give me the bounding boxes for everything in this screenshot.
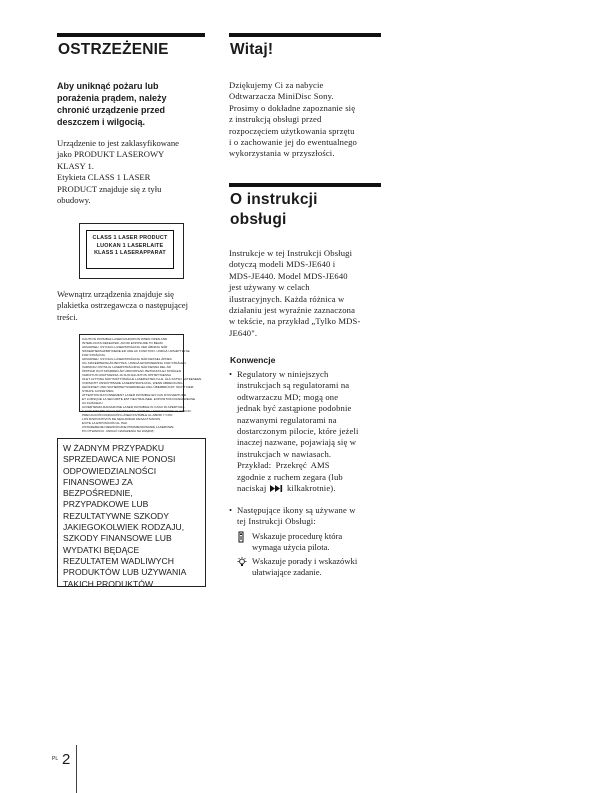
warning-heading: OSTRZEŻENIE: [58, 41, 169, 58]
warning-line: deszczem i wilgocią.: [57, 117, 146, 127]
text-line: Wewnątrz urządzenia znajduje się: [57, 289, 174, 299]
caution-line: VARNING! OSYNLIG LASERSTRÅLNING NÄR DENNA DEL ÄR: [82, 365, 171, 369]
text-line: ilustracyjnych. Każda różnica w: [229, 293, 345, 304]
text-line: dostarczonym pilocie, które jeżeli: [237, 426, 359, 437]
caution-line: INTERLOCKS DEFEATED. AVOID EXPOSURE TO BEAM.: [82, 341, 164, 345]
caution-line: ET LORSQUE LA SECURITE EST NEUTRALISEE. EXPOSITION DANGEREUSE: [82, 397, 196, 401]
disclaimer-line: W ŻADNYM PRZYPADKU: [63, 443, 165, 453]
label-text: KLASS 1 LASERAPPARAT: [94, 250, 166, 257]
disclaimer-line: BEZPOŚREDNIE,: [63, 488, 133, 499]
intro-paragraph: [229, 248, 381, 339]
text-line: nazwanymi regulatorami na: [237, 414, 337, 425]
text-line: inaczej nazwane, pojawiają się w: [237, 437, 357, 448]
caution-line: GEÖFFNET UND SICHERHEITSVERRIEGELUNG ÜBERBRÜCKT. NICHT DEM: [82, 385, 194, 389]
text-line: instrukcjach w nawiasach.: [237, 448, 332, 459]
caution-line: AU FAISCEAU.: [82, 401, 104, 405]
bullet-marker: •: [229, 369, 233, 379]
text-fragment: kilkakrotnie).: [286, 483, 336, 494]
instructions-heading: [230, 190, 318, 230]
disclaimer-line: FINANSOWEJ ZA: [63, 476, 133, 487]
page-number-value: 2: [62, 751, 71, 768]
text-line: Odtwarzacza MiniDisc Sony.: [229, 91, 334, 102]
text-line: odtwarzaczu MD; mogą one: [237, 391, 339, 402]
text-line: PRODUCT znajduje się z tyłu: [57, 183, 162, 194]
text-fragment: naciskaj: [237, 483, 267, 494]
caution-line: ATTENTION RAYONNEMENT LASER INVISIBLE EN CAS D'OUVERTURE: [82, 393, 187, 397]
language-code: PL: [52, 756, 59, 762]
welcome-paragraph: [229, 80, 381, 160]
text-line: działaniu jest wyraźnie zaznaczona: [229, 305, 356, 316]
caution-line: VORSICHT UNSICHTBARE LASERSTRAHLUNG, WENN ABDECKUNG: [82, 381, 183, 385]
caution-line: ÖPPNAD OCH SPÄRREN ÄR URKOPPLAD. BETRAKTA EJ STRÅLEN.: [82, 369, 182, 373]
warning-bold-block: [57, 80, 205, 128]
disclaimer-box: [57, 438, 206, 587]
disclaimer-line: SZKODY FINANSOWE LUB: [63, 533, 172, 544]
text-line: jest używany w celach: [229, 282, 310, 293]
text-line: dotyczą modeli MDS-JE640 i: [229, 259, 336, 270]
laser-label: [79, 223, 184, 279]
label-text: CLASS 1 LASER PRODUCT: [92, 235, 168, 241]
disclaimer-line: WYDATKI BĘDĄCE: [63, 544, 140, 555]
caution-plate: [79, 334, 203, 433]
text-line: Prosimy o dokładne zapoznanie się: [229, 102, 356, 113]
bullet-marker: •: [229, 505, 233, 515]
disclaimer-line: SPRZEDAWCA NIE PONOSI: [63, 454, 176, 465]
text-line: Instrukcje w tej Instrukcji Obsługi: [229, 248, 353, 258]
left-heading-rule: [57, 33, 205, 37]
caution-line: VAROITUS! AVATTAESSA JA SUOJALUKITUS OHITETTAESSA: [82, 373, 172, 377]
lightbulb-icon: [237, 557, 247, 567]
heading-line: obsługi: [230, 211, 287, 228]
disclaimer-line: PRODUKTÓW LUB UŻYWANIA: [63, 567, 187, 578]
caution-line: OLET ALTTIINA NÄKYMÄTTÖMÄLLE LASERSÄTEILYLLE. ÄLÄ KATSO SÄTEESEEN.: [82, 377, 203, 381]
text-line: tej Instrukcji Obsługi:: [237, 516, 316, 527]
label-text: LUOKAN 1 LASERLAITE: [96, 242, 164, 249]
text-line: Etykieta CLASS 1 LASER: [57, 172, 151, 183]
caution-line: AVVERTENZA RADIAZIONE LASER INVISIBILE IN CASO DI APERTURA: [82, 405, 185, 409]
caution-line: PRECAUCIÓN RADIACIÓN LÁSER INVISIBLE AL ABRIR Y CON: [82, 413, 173, 417]
conventions-heading: Konwencje: [230, 355, 276, 365]
disclaimer-line: JAKIEGOKOLWIEK RODZAJU,: [63, 522, 185, 533]
text-line: Wskazuje procedurę która: [252, 531, 343, 541]
text-line: obudowy.: [57, 195, 91, 206]
text-line: zgodnie z ruchem zegara (lub: [237, 471, 343, 482]
caution-line: EVITE LA EXPOSICIÓN AL HAZ.: [82, 421, 128, 425]
text-line: ułatwiające zadanie.: [252, 567, 322, 578]
caution-line: STRAHL AUSSETZEN.: [82, 389, 115, 393]
caution-line: CAUTION INVISIBLE LASER RADIATION WHEN OPEN AND: [82, 337, 168, 341]
warning-line: chronić urządzenie przed: [57, 105, 166, 115]
caution-text: [82, 337, 203, 433]
conventions-bullet-1: [237, 369, 383, 494]
caution-intro-paragraph: [57, 289, 205, 323]
text-line: Regulatory w niniejszych: [237, 369, 329, 379]
conventions-bullet-2: [237, 505, 383, 528]
text-line: jako PRODUKT LASEROWY: [57, 149, 165, 160]
laser-class-paragraph: [57, 138, 205, 206]
warning-line: Aby uniknąć pożaru lub: [57, 81, 159, 91]
text-line: rozpoczęciem użytkowania sprzętu: [229, 125, 355, 136]
caution-line: SIKKERHEDSAFBRYDERE ER UDE AF FUNKTION. UNDGÅ UDSÆTTELSE: [82, 349, 190, 353]
welcome-heading-rule: [229, 33, 381, 37]
text-line: Następujące ikony są używane w: [237, 505, 356, 515]
warning-line: porażenia prądem, należy: [57, 93, 167, 103]
text-line: w tekście, na przykład „Tylko MDS-: [229, 316, 361, 327]
disclaimer-line: TAKICH PRODUKTÓW.: [63, 578, 155, 589]
text-line: i o zachowanie jej do ewentualnego: [229, 137, 357, 148]
instructions-heading-rule: [229, 183, 381, 187]
disclaimer-line: ODPOWIEDZIALNOŚCI: [63, 465, 157, 476]
text-line: Urządzenie to jest zaklasyfikowane: [57, 138, 179, 148]
caution-line: OSTRZEŻENIE NIEWIDOCZNE PROMIENIOWANIE LASEROWE: [82, 425, 174, 429]
caution-line: LOS DISPOSITIVOS DE SEGURIDAD DESACTIVADOS.: [82, 417, 162, 421]
text-line: z instrukcją obsługi przed: [229, 114, 322, 125]
text-line: treści.: [57, 311, 78, 322]
caution-line: ADVARSEL! USYNLIG LASERSTRÅLING VED ÅBNING NÅR: [82, 345, 168, 349]
text-line: JE640".: [229, 327, 258, 338]
text-line: MDS-JE440. Model MDS-JE640: [229, 270, 348, 281]
text-line: instrukcjach są regulatorami na: [237, 380, 350, 391]
text-line: wymaga użycia pilota.: [252, 542, 330, 553]
disclaimer-line: REZULTATEM WADLIWYCH: [63, 555, 174, 566]
caution-line: OG SIKKERHEDSLÅS BRYTES. UNNGÅ EKSPONERING FOR STRÅLEN.: [82, 361, 187, 365]
text-line: [237, 483, 383, 494]
caution-line: PO OTWARCIU. UNIKAĆ NARAŻENIA NA WIĄZKĘ.: [82, 429, 155, 433]
page-margin-line: [76, 745, 77, 793]
text-line: plakietka ostrzegawcza o następującej: [57, 300, 188, 311]
text-line: wykorzystania w przyszłości.: [229, 148, 335, 159]
disclaimer-line: PRZYPADKOWE LUB: [63, 499, 149, 510]
caution-line: FOR STRÅLING.: [82, 353, 106, 357]
disclaimer-line: REZULTATYWNE SZKODY: [63, 510, 169, 521]
caution-line: E CON INTERBLOCCO DISATTIVATO. EVITARE L'ESPOSIZIONE AL FASCIO.: [82, 409, 192, 413]
heading-line: O instrukcji: [230, 191, 318, 208]
next-track-icon: [270, 485, 284, 492]
welcome-heading: Witaj!: [230, 41, 274, 58]
text-line: jednak być zastąpione podobnie: [237, 403, 352, 414]
text-line: Dziękujemy Ci za nabycie: [229, 80, 324, 90]
laser-label-inner: [86, 230, 174, 269]
text-line: Przykład: Przekręć AMS: [237, 460, 330, 471]
text-line: Wskazuje porady i wskazówki: [252, 556, 358, 566]
text-line: KLASY 1.: [57, 160, 94, 171]
remote-icon: [237, 532, 245, 542]
caution-line: ADVARSEL! USYNLIG LASERSTRÅLING NÅR DEKSEL ÅPNES: [82, 357, 172, 361]
